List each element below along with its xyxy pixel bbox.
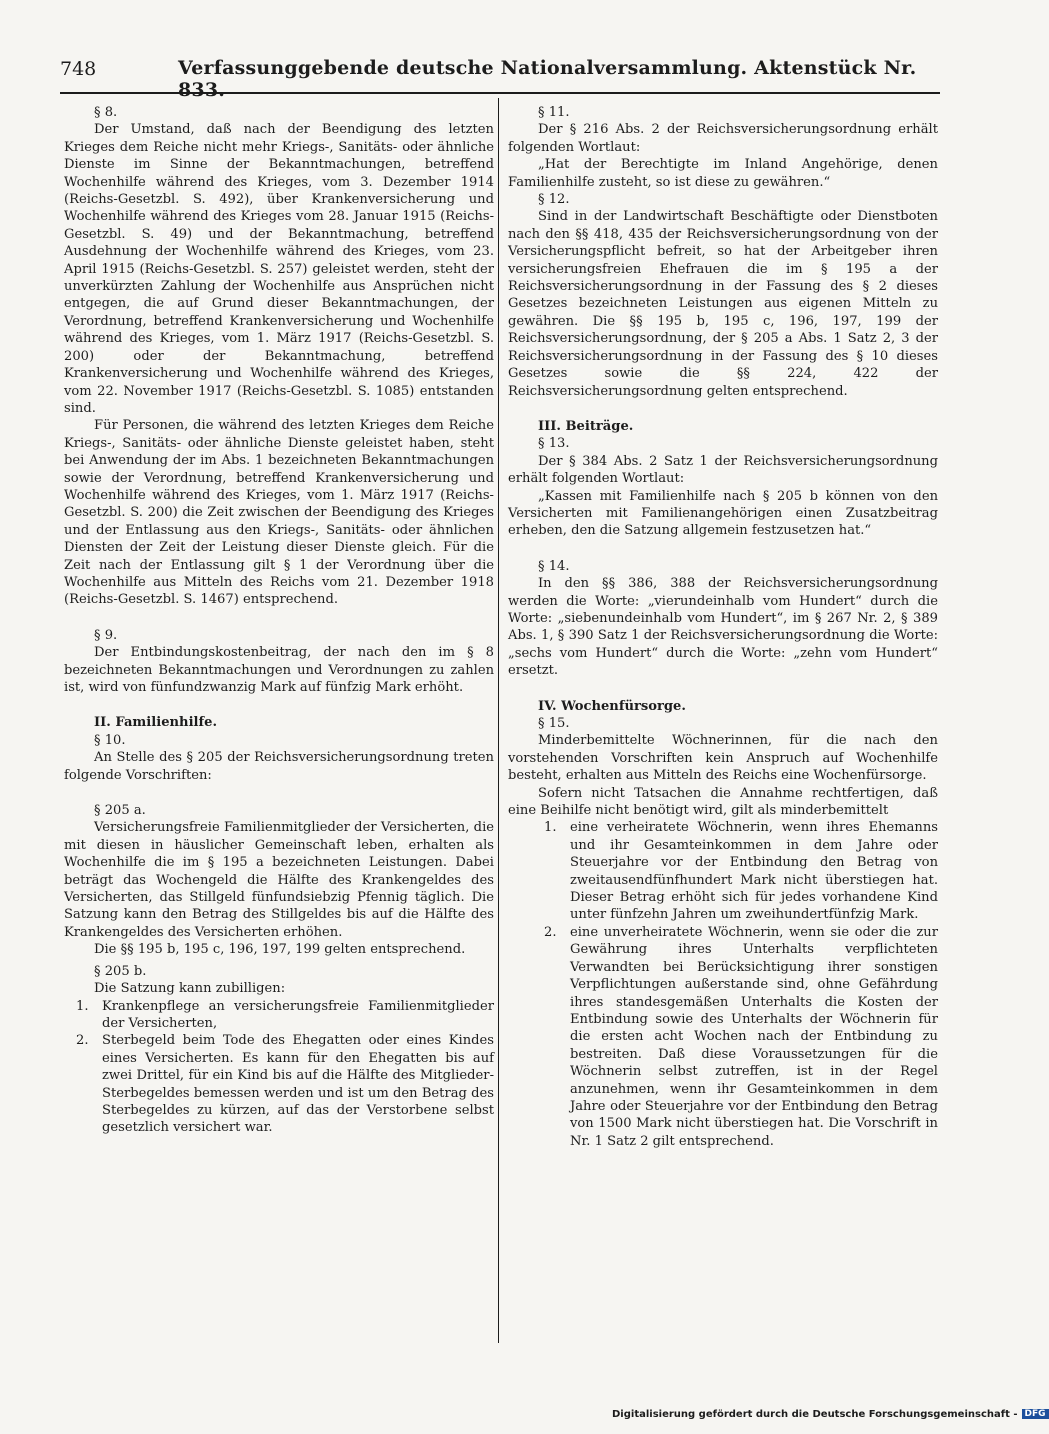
section-heading: § 205 a. <box>94 803 146 819</box>
list-item <box>544 819 938 923</box>
list-item <box>76 1032 494 1136</box>
paragraph: Der § 384 Abs. 2 Satz 1 der Reichsversicherungsordnung erhält folgenden Wortlaut: <box>508 453 938 487</box>
quoted-text: „Kassen mit Familienhilfe nach § 205 b können von den Versicherten mit Familienangehörigen einen Zusatzbeitrag erheben, den die Satzung allgemein festzusetzen hat.“ <box>508 488 938 539</box>
section-12 <box>508 191 938 400</box>
section-205a <box>64 802 494 959</box>
chapter-heading: II. Familienhilfe. <box>94 715 218 731</box>
footer-credit <box>612 1409 1049 1420</box>
paragraph: Minderbemittelte Wöchnerinnen, für die nach den vorstehenden Vorschriften kein Anspruch auf Wochenhilfe besteht, erhalten aus Mitteln des Reichs eine Wochenfürsorge. <box>508 733 938 784</box>
footer-text: Digitalisierung gefördert durch die Deutsche Forschungsgemeinschaft - <box>612 1409 1018 1420</box>
paragraph: Der Umstand, daß nach der Beendigung des letzten Krieges dem Reiche nicht mehr Kriegs-, Sanitäts- oder ähnliche Dienste im Sinne der Bekanntmachungen, betreffend Wochenhilfe während des Krieges, vom 3. Dezember 1914 (Reichs-Gesetzbl. S. 492), über Krankenversicherung und Wochenhilfe während des Krieges vom 28. Januar 1915 (Reichs-Gesetzbl. S. 49) und der Bekanntmachung, betreffend Ausdehnung der Wochenhilfe während des Krieges, vom 23. April 1915 (Reichs-Gesetzbl. S. 257) geleistet werden, steht der unverkürzten Zahlung der Wochenhilfe aus Ansprüchen nicht entgegen, die auf Grund dieser Bekanntmachungen, der Verordnung, betreffend Krankenversicherung und Wochenhilfe während des Krieges, vom 1. März 1917 (Reichs-Gesetzbl. S. 200) oder der Bekanntmachung, betreffend Krankenversicherung und Wochenhilfe während des Krieges, vom 22. November 1917 (Reichs-Gesetzbl. S. 1085) entstanden sind. <box>64 122 494 416</box>
page-number: 748 <box>60 58 97 80</box>
paragraph: Der § 216 Abs. 2 der Reichsversicherungsordnung erhält folgenden Wortlaut: <box>508 122 938 155</box>
section-205b <box>64 963 494 1137</box>
column-divider <box>498 98 499 1343</box>
list-item-number: 2. <box>544 924 557 940</box>
section-11 <box>508 104 938 191</box>
quoted-text: „Hat der Berechtigte im Inland Angehörige, denen Familienhilfe zusteht, so ist diese zu gewähren.“ <box>508 157 938 190</box>
paragraph: Für Personen, die während des letzten Krieges dem Reiche Kriegs-, Sanitäts- oder ähnliche Dienste geleistet haben, steht bei Anwendung der im Abs. 1 bezeichneten Bekanntmachungen sowie der Verordnung, betreffend Krankenversicherung und Wochenhilfe während des Krieges, vom 1. März 1917 (Reichs-Gesetzbl. S. 200) die Zeit zwischen der Beendigung des Krieges und der Entlassung aus den Kriegs-, Sanitäts- oder ähnlichen Diensten der Zeit der Leistung dieser Dienste gleich. Für die Zeit nach der Entlassung gilt § 1 der Verordnung über die Wochenhilfe aus Mitteln des Reichs vom 21. Dezember 1918 (Reichs-Gesetzbl. S. 1467) entsprechend. <box>64 418 494 608</box>
list-item-number: 2. <box>76 1033 89 1049</box>
running-title: Verfassunggebende deutsche Nationalversammlung. Aktenstück Nr. 833. <box>178 57 917 101</box>
section-14 <box>508 558 938 680</box>
section-heading: § 14. <box>538 558 570 574</box>
paragraph: Der Entbindungskostenbeitrag, der nach den im § 8 bezeichneten Bekanntmachungen und Verordnungen zu zahlen ist, wird von fünfundzwanzig Mark auf fünfzig Mark erhöht. <box>64 645 494 695</box>
dfg-logo: DFG <box>1022 1409 1049 1419</box>
section-heading: § 15. <box>538 716 570 731</box>
list-item-text: Krankenpflege an versicherungsfreie Familienmitglieder der Versicherten, <box>102 998 494 1031</box>
section-13 <box>508 418 938 540</box>
list-item <box>544 924 938 1150</box>
section-15 <box>508 698 938 1151</box>
chapter-heading: III. Beiträge. <box>538 418 634 434</box>
section-heading: § 10. <box>94 732 126 748</box>
list-item <box>76 998 494 1033</box>
right-column <box>508 104 938 1150</box>
list-item-number: 1. <box>544 820 557 836</box>
section-heading: § 8. <box>94 105 118 120</box>
paragraph: Sind in der Landwirtschaft Beschäftigte oder Dienstboten nach den §§ 418, 435 der Reichsversicherungsordnung von der Versicherungspflicht befreit, so hat der Arbeitgeber ihren versicherungsfreien Ehefrauen die im § 195 a der Reichsversicherungsordnung in der Fassung des § 2 dieses Gesetzes bezeichneten Leistungen aus eigenen Mitteln zu gewähren. Die §§ 195 b, 195 c, 196, 197, 199 der Reichsversicherungsordnung, der § 205 a Abs. 1 Satz 2, 3 der Reichsversicherungsordnung in der Fassung des § 10 dieses Gesetzes sowie die §§ 224, 422 der Reichsversicherungsordnung gelten entsprechend. <box>508 209 938 399</box>
section-8 <box>64 104 494 609</box>
list-item-text: eine unverheiratete Wöchnerin, wenn sie oder die zur Gewährung ihres Unterhalts verpflichteten Verwandten bei Berücksichtigung ihrer sonstigen Verpflichtungen außerstande sind, ohne Gefährdung ihres standesgemäßen Unterhalts die Kosten der Entbindung sowie des Unterhalts der Wöchnerin für die ersten acht Wochen nach der Entbindung zu bestreiten. Daß diese Voraussetzungen für die Wöchnerin selbst zutreffen, ist in der Regel anzunehmen, wenn ihr Gesamteinkommen in dem Jahre oder Steuerjahre vor der Entbindung den Betrag von 1500 Mark nicht überstiegen hat. Die Vorschrift in Nr. 1 Satz 2 gilt entsprechend. <box>570 924 938 1149</box>
page-header <box>60 56 940 101</box>
section-heading: § 205 b. <box>94 963 147 979</box>
section-9 <box>64 627 494 697</box>
left-column <box>64 104 494 1137</box>
paragraph: Die Satzung kann zubilligen: <box>94 981 286 997</box>
section-heading: § 13. <box>538 436 570 452</box>
list-item-number: 1. <box>76 998 89 1014</box>
section-heading: § 11. <box>538 105 570 120</box>
paragraph: Versicherungsfreie Familienmitglieder der Versicherten, die mit diesen in häuslicher Gemeinschaft leben, erhalten als Wochenhilfe die im § 195 a bezeichneten Leistungen. Dabei beträgt das Wochengeld die Hälfte des Krankengeldes des Versicherten, das Stillgeld fünfundsiebzig Pfennig täglich. Die Satzung kann den Betrag des Stillgeldes bis auf die Hälfte des Krankengeldes des Versicherten erhöhen. <box>64 820 494 940</box>
list-item-text: eine verheiratete Wöchnerin, wenn ihres Ehemanns und ihr Gesamteinkommen in dem Jahre oder Steuerjahre vor der Entbindung den Betrag von zweitausendfünfhundert Mark nicht überstiegen hat. Dieser Betrag erhöht sich für jedes vorhandene Kind unter fünfzehn Jahren um zweihundertfünfzig Mark. <box>570 820 938 923</box>
chapter-heading: IV. Wochenfürsorge. <box>538 698 686 714</box>
section-heading: § 12. <box>538 192 570 208</box>
list-item-text: Sterbegeld beim Tode des Ehegatten oder eines Kindes eines Versicherten. Es kann für den Ehegatten bis auf zwei Drittel, für ein Kind bis auf die Hälfte des Mitglieder-Sterbegeldes bemessen werden und ist um den Betrag des Sterbegeldes zu kürzen, auf das der Verstorbene selbst gesetzlich versichert war. <box>102 1033 494 1136</box>
paragraph: In den §§ 386, 388 der Reichsversicherungsordnung werden die Worte: „vierundeinhalb vom Hundert“ durch die Worte: „siebenundeinhalb vom Hundert“, im § 267 Nr. 2, § 389 Abs. 1, § 390 Satz 1 der Reichsversicherungsordnung die Worte: „sechs vom Hundert“ durch die Worte: „zehn vom Hundert“ ersetzt. <box>508 576 938 679</box>
paragraph: An Stelle des § 205 der Reichsversicherungsordnung treten folgende Vorschriften: <box>64 750 494 783</box>
paragraph: Die §§ 195 b, 195 c, 196, 197, 199 gelten entsprechend. <box>94 942 466 958</box>
section-10 <box>64 714 494 784</box>
paragraph: Sofern nicht Tatsachen die Annahme rechtfertigen, daß eine Beihilfe nicht benötigt wird, gilt als minderbemittelt <box>508 785 938 819</box>
section-heading: § 9. <box>94 627 118 643</box>
